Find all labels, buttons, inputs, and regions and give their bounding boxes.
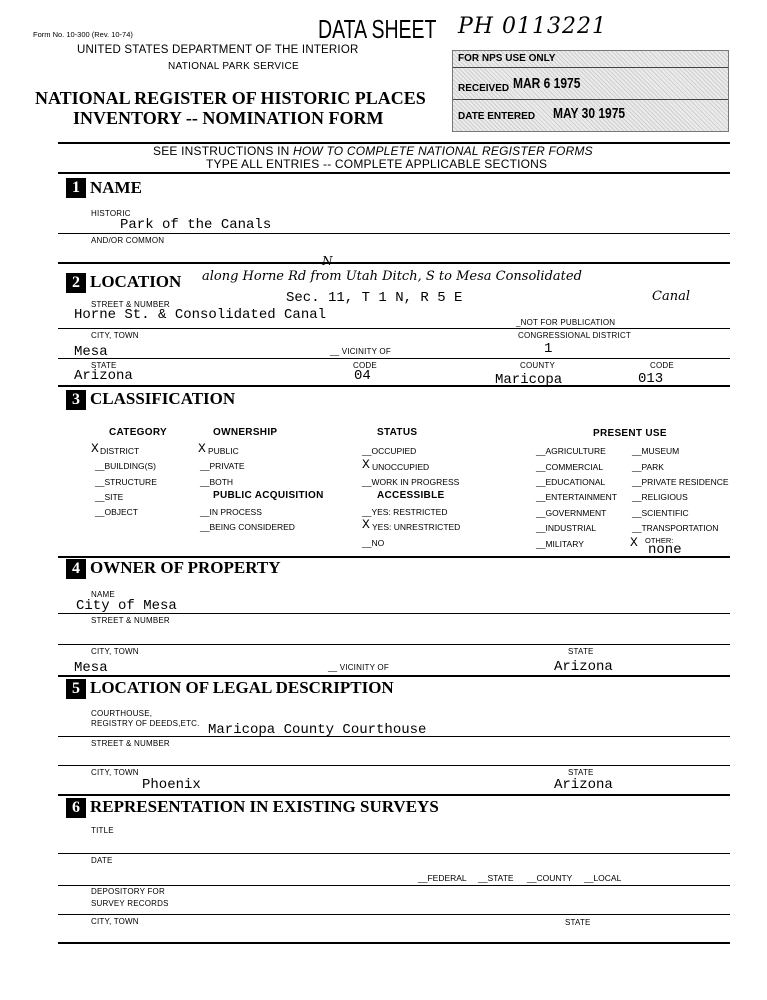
instructions-line2: TYPE ALL ENTRIES -- COMPLETE APPLICABLE SECTIONS	[206, 157, 548, 171]
use-other-value[interactable]: none	[648, 542, 682, 558]
status-occupied[interactable]: __OCCUPIED	[362, 446, 417, 456]
category-district[interactable]: DISTRICT	[100, 446, 140, 456]
date-entered-value: MAY 30 1975	[553, 105, 626, 122]
use-educational[interactable]: __EDUCATIONAL	[536, 477, 606, 487]
owner-street-label: STREET & NUMBER	[91, 616, 170, 625]
use-military[interactable]: __MILITARY	[536, 539, 584, 549]
section-title-legal: LOCATION OF LEGAL DESCRIPTION	[90, 678, 394, 697]
use-other-label[interactable]: OTHER:	[645, 536, 674, 545]
city-value[interactable]: Mesa	[74, 344, 108, 360]
accessible-heading: ACCESSIBLE	[377, 490, 445, 501]
nps-box-label: FOR NPS USE ONLY	[458, 53, 556, 64]
category-mark: X	[91, 441, 99, 456]
state-value[interactable]: Arizona	[74, 368, 133, 384]
owner-vicinity-label: __ VICINITY OF	[328, 663, 389, 672]
category-site[interactable]: __SITE	[95, 492, 124, 502]
historic-value[interactable]: Park of the Canals	[120, 217, 272, 233]
use-government[interactable]: __GOVERNMENT	[536, 508, 607, 518]
instructions-rule	[58, 172, 730, 174]
date-entered-label: DATE ENTERED	[458, 111, 536, 122]
section-title-location: LOCATION	[90, 272, 182, 291]
use-scientific[interactable]: __SCIENTIFIC	[632, 508, 689, 518]
historic-label: HISTORIC	[91, 209, 131, 218]
other-mark: X	[630, 535, 638, 550]
service-name: NATIONAL PARK SERVICE	[168, 61, 299, 72]
acquisition-being-considered[interactable]: __BEING CONSIDERED	[200, 522, 295, 532]
instructions-line1: SEE INSTRUCTIONS IN HOW TO COMPLETE NATIONAL REGISTER FORMS	[153, 144, 593, 158]
received-label: RECEIVED	[458, 83, 510, 94]
use-private-residence[interactable]: __PRIVATE RESIDENCE	[632, 477, 729, 487]
legal-state-label: STATE	[568, 768, 594, 777]
county-code-label: CODE	[650, 361, 674, 370]
owner-name-value[interactable]: City of Mesa	[76, 598, 177, 614]
survey-state[interactable]: __STATE	[478, 873, 514, 883]
section-title-surveys: REPRESENTATION IN EXISTING SURVEYS	[90, 797, 439, 816]
status-mark: X	[362, 457, 370, 472]
category-heading: CATEGORY	[109, 427, 167, 438]
state-code-value[interactable]: 04	[354, 368, 371, 384]
accessible-no[interactable]: __NO	[362, 538, 385, 548]
present-use-heading: PRESENT USE	[593, 428, 667, 439]
survey-local[interactable]: __LOCAL	[584, 873, 622, 883]
handwritten-location-note-2: Canal	[652, 289, 690, 304]
legal-street-label: STREET & NUMBER	[91, 739, 170, 748]
ownership-heading: OWNERSHIP	[213, 427, 278, 438]
use-park[interactable]: __PARK	[632, 462, 664, 472]
category-structure[interactable]: __STRUCTURE	[95, 477, 157, 487]
survey-state-label: STATE	[565, 918, 591, 927]
handwritten-location-note: along Horne Rd from Utah Ditch, S to Mesa Consolidated	[202, 269, 582, 284]
owner-state-label: STATE	[568, 647, 594, 656]
handwritten-mark: N	[322, 254, 333, 268]
handwritten-id: PH 0113221	[458, 14, 607, 39]
use-commercial[interactable]: __COMMERCIAL	[536, 462, 604, 472]
registry-label: REGISTRY OF DEEDS,ETC.	[91, 719, 200, 728]
status-unoccupied[interactable]: UNOCCUPIED	[372, 462, 430, 472]
status-heading: STATUS	[377, 427, 418, 438]
acquisition-in-process[interactable]: __IN PROCESS	[200, 507, 262, 517]
use-religious[interactable]: __RELIGIOUS	[632, 492, 688, 502]
survey-federal[interactable]: __FEDERAL	[418, 873, 467, 883]
state-label: STATE	[91, 361, 117, 370]
depository-label-2: SURVEY RECORDS	[91, 899, 169, 908]
section-number-3: 3	[66, 390, 86, 410]
nps-use-box	[452, 50, 729, 132]
use-agriculture[interactable]: __AGRICULTURE	[536, 446, 606, 456]
owner-name-label: NAME	[91, 590, 115, 599]
legal-state-value[interactable]: Arizona	[554, 777, 613, 793]
legal-city-label: CITY, TOWN	[91, 768, 139, 777]
ownership-mark: X	[198, 441, 206, 456]
street-label: STREET & NUMBER	[91, 300, 170, 309]
legal-city-value[interactable]: Phoenix	[142, 777, 201, 793]
survey-city-label: CITY, TOWN	[91, 917, 139, 926]
category-object[interactable]: __OBJECT	[95, 507, 138, 517]
survey-date-label: DATE	[91, 856, 113, 865]
received-date: MAR 6 1975	[513, 75, 581, 92]
section-title-name: NAME	[90, 178, 142, 197]
depository-label-1: DEPOSITORY FOR	[91, 887, 165, 896]
section-number-6: 6	[66, 798, 86, 818]
survey-county[interactable]: __COUNTY	[527, 873, 573, 883]
owner-city-label: CITY, TOWN	[91, 647, 139, 656]
use-transportation[interactable]: __TRANSPORTATION	[632, 523, 719, 533]
use-entertainment[interactable]: __ENTERTAINMENT	[536, 492, 617, 502]
status-work-in-progress[interactable]: __WORK IN PROGRESS	[362, 477, 460, 487]
data-sheet-stamp: DATA SHEET	[318, 14, 437, 44]
category-buildings[interactable]: __BUILDING(S)	[95, 461, 156, 471]
county-code-value[interactable]: 013	[638, 371, 664, 387]
acquisition-heading: PUBLIC ACQUISITION	[213, 490, 324, 501]
form-title-line2: INVENTORY -- NOMINATION FORM	[73, 108, 384, 128]
state-code-label: CODE	[353, 361, 377, 370]
courthouse-label: COURTHOUSE,	[91, 709, 153, 718]
ownership-both[interactable]: __BOTH	[200, 477, 234, 487]
county-label: COUNTY	[520, 361, 555, 370]
vicinity-label: __ VICINITY OF	[330, 347, 391, 356]
section-title-owner: OWNER OF PROPERTY	[90, 558, 281, 577]
city-label: CITY, TOWN	[91, 331, 139, 340]
ownership-public[interactable]: PUBLIC	[208, 446, 239, 456]
survey-title-label: TITLE	[91, 826, 114, 835]
registry-value[interactable]: Maricopa County Courthouse	[208, 722, 427, 738]
section-number-2: 2	[66, 273, 86, 293]
street-value[interactable]: Horne St. & Consolidated Canal	[74, 307, 327, 323]
county-value[interactable]: Maricopa	[495, 372, 563, 388]
section-title-classification: CLASSIFICATION	[90, 389, 236, 408]
accessible-unrestricted[interactable]: YES: UNRESTRICTED	[372, 522, 461, 532]
owner-state-value[interactable]: Arizona	[554, 659, 613, 675]
congressional-district-value[interactable]: 1	[544, 341, 553, 357]
form-number: Form No. 10-300 (Rev. 10-74)	[33, 30, 133, 39]
use-museum[interactable]: __MUSEUM	[632, 446, 680, 456]
not-for-publication[interactable]: _NOT FOR PUBLICATION	[516, 318, 616, 327]
legal-location-value[interactable]: Sec. 11, T 1 N, R 5 E	[286, 290, 463, 306]
section-number-5: 5	[66, 679, 86, 699]
section-number-4: 4	[66, 559, 86, 579]
ownership-private[interactable]: __PRIVATE	[200, 461, 245, 471]
department-name: UNITED STATES DEPARTMENT OF THE INTERIOR	[77, 44, 359, 56]
congressional-district-label: CONGRESSIONAL DISTRICT	[518, 331, 632, 340]
form-title-line1: NATIONAL REGISTER OF HISTORIC PLACES	[35, 88, 426, 108]
accessible-mark: X	[362, 517, 370, 532]
accessible-restricted[interactable]: __YES: RESTRICTED	[362, 507, 448, 517]
use-industrial[interactable]: __INDUSTRIAL	[536, 523, 596, 533]
common-label: AND/OR COMMON	[91, 236, 165, 245]
section-number-1: 1	[66, 178, 86, 198]
owner-city-value[interactable]: Mesa	[74, 660, 108, 676]
